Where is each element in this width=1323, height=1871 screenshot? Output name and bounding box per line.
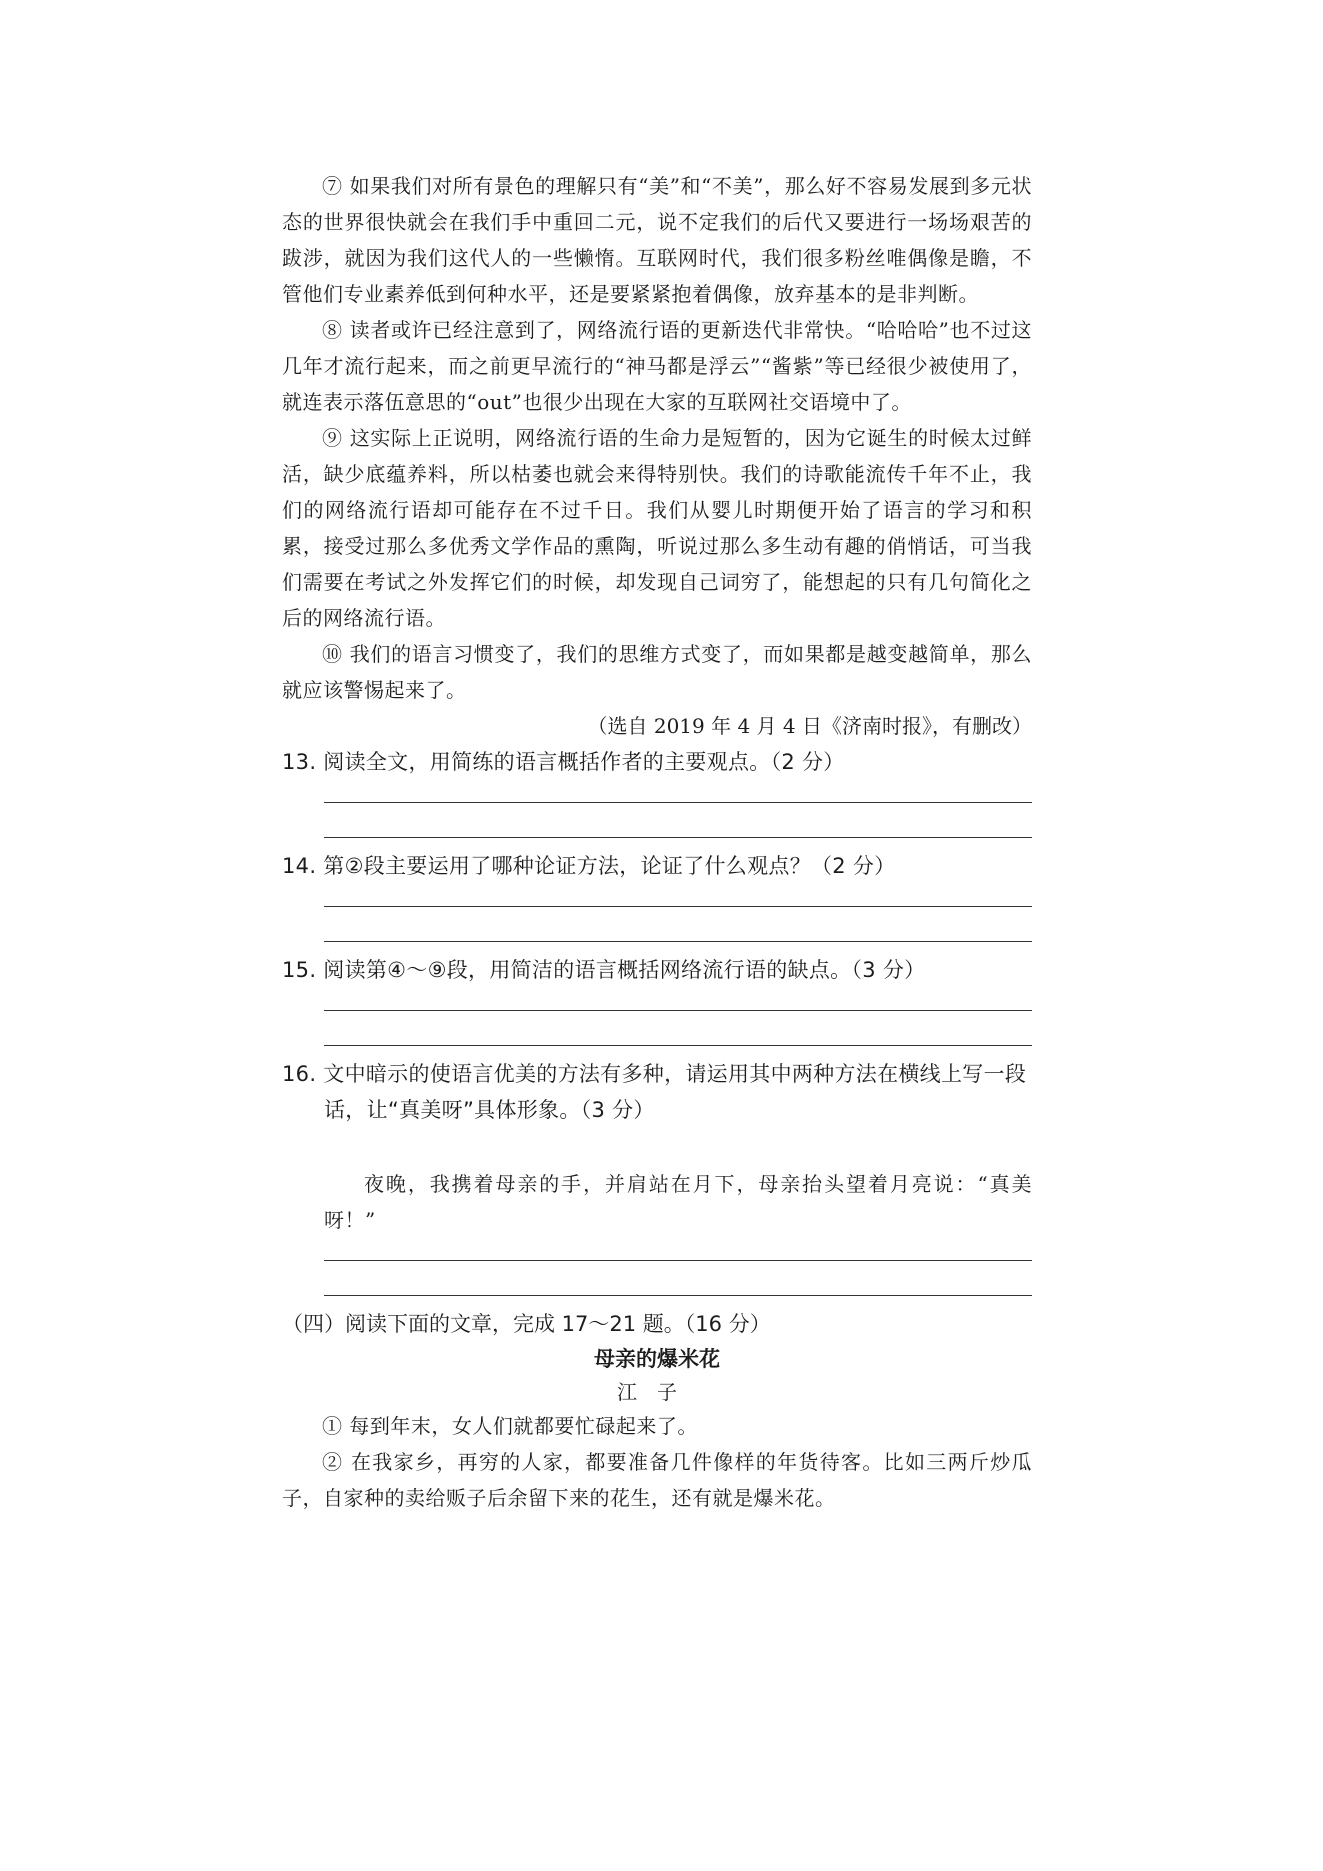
article-author: 江子 xyxy=(617,1380,697,1404)
article-paragraph-2: ② 在我家乡，再穷的人家，都要准备几件像样的年货待客。比如三两斤炒瓜子，自家种的卖给贩子后余留下来的花生，还有就是爆米花。 xyxy=(282,1450,1032,1510)
question-16: 16. 文中暗示的使语言优美的方法有多种，请运用其中两种方法在横线上写一段话，让“真美呀”具体形象。（3 分） xyxy=(282,1062,1027,1122)
question-14: 14. 第②段主要运用了哪种论证方法，论证了什么观点？（2 分） xyxy=(282,854,896,878)
question-16-prompt-box xyxy=(324,1166,1032,1238)
question-15: 15. 阅读第④～⑨段，用简洁的语言概括网络流行语的缺点。（3 分） xyxy=(282,958,926,982)
section-4-heading: （四）阅读下面的文章，完成 17～21 题。（16 分） xyxy=(282,1312,771,1336)
paragraph-8: ⑧ 读者或许已经注意到了，网络流行语的更新迭代非常快。“哈哈哈”也不过这几年才流行起来，而之前更早流行的“神马都是浮云”“酱紫”等已经很少被使用了，就连表示落伍意思的“out”也很少出现在大家的互联网社交语境中了。 xyxy=(282,318,1032,414)
answer-line[interactable] xyxy=(324,837,1032,838)
answer-line[interactable] xyxy=(324,1010,1032,1011)
source-citation: （选自 2019 年 4 月 4 日《济南时报》，有删改） xyxy=(587,714,1032,738)
exam-page xyxy=(282,168,1032,1516)
article-paragraph-1: ① 每到年末，女人们就都要忙碌起来了。 xyxy=(322,1414,698,1438)
answer-line[interactable] xyxy=(324,1295,1032,1296)
answer-line[interactable] xyxy=(324,1260,1032,1261)
question-13: 13. 阅读全文，用简练的语言概括作者的主要观点。（2 分） xyxy=(282,750,845,774)
answer-line[interactable] xyxy=(324,1045,1032,1046)
paragraph-7: ⑦ 如果我们对所有景色的理解只有“美”和“不美”，那么好不容易发展到多元状态的世界很快就会在我们手中重回二元，说不定我们的后代又要进行一场场艰苦的跋涉，就因为我们这代人的一些懒惰。互联网时代，我们很多粉丝唯偶像是瞻，不管他们专业素养低到何种水平，还是要紧紧抱着偶像，放弃基本的是非判断。 xyxy=(282,174,1032,306)
article-title: 母亲的爆米花 xyxy=(594,1347,720,1371)
question-16-prompt: 夜晚，我携着母亲的手，并肩站在月下，母亲抬头望着月亮说：“真美呀！” xyxy=(324,1172,1032,1232)
paragraph-10: ⑩ 我们的语言习惯变了，我们的思维方式变了，而如果都是越变越简单，那么就应该警惕起来了。 xyxy=(282,642,1032,702)
answer-line[interactable] xyxy=(324,941,1032,942)
answer-line[interactable] xyxy=(324,802,1032,803)
paragraph-9: ⑨ 这实际上正说明，网络流行语的生命力是短暂的，因为它诞生的时候太过鲜活，缺少底蕴养料，所以枯萎也就会来得特别快。我们的诗歌能流传千年不止，我们的网络流行语却可能存在不过千日。我们从婴儿时期便开始了语言的学习和积累，接受过那么多优秀文学作品的熏陶，听说过那么多生动有趣的俏悄话，可当我们需要在考试之外发挥它们的时候，却发现自己词穷了，能想起的只有几句简化之后的网络流行语。 xyxy=(282,426,1032,630)
answer-line[interactable] xyxy=(324,906,1032,907)
